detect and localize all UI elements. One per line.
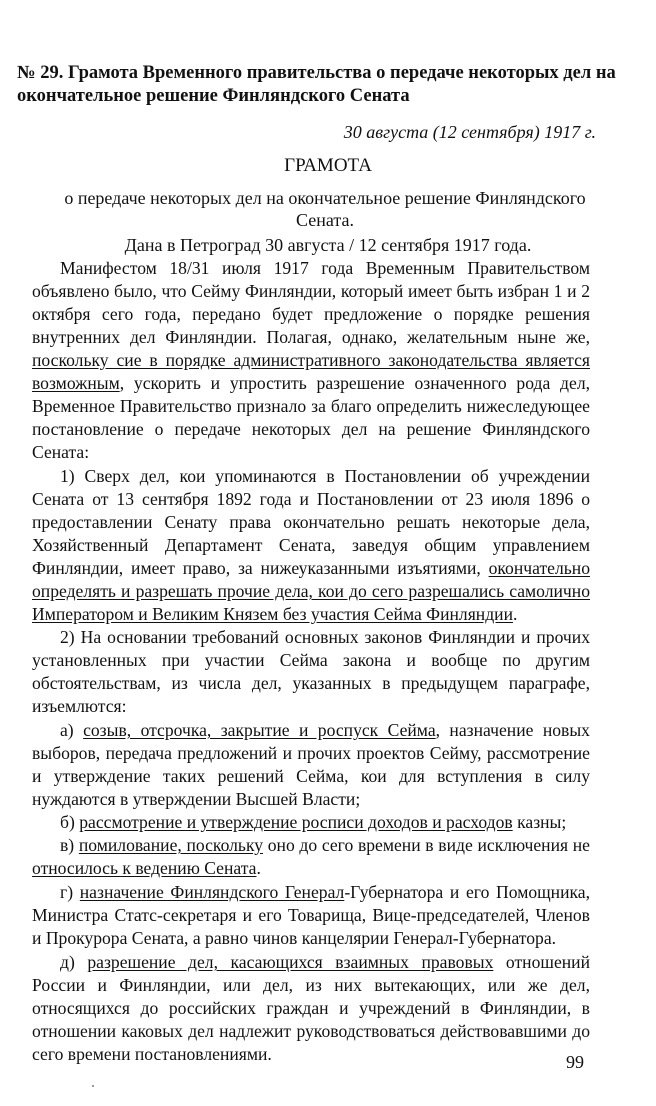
underlined-text: помилование, поскольку	[78, 835, 264, 855]
text-run: д)	[60, 952, 88, 972]
scan-speck	[92, 1085, 94, 1087]
document-heading: № 29. Грамота Временного правительства о передаче некоторых дел на окончательное решение Финляндского Сената	[17, 63, 616, 106]
paragraph-item-b	[32, 811, 590, 834]
text-run: , ускорить и упростить разрешение означенного рода дел, Временное Правительство признало за благо определить нижеследующее постановление о передаче некоторых дел на решение Финляндского Сената:	[32, 373, 590, 462]
paragraph-item-1	[32, 465, 590, 626]
document-date: 30 августа (12 сентября) 1917 г.	[343, 122, 596, 142]
text-run: , назначение новых выборов, передача предложений и прочих проектов Сейму, рассмотрение и утверждение таких решений Сейма, кои для вступления в силу нуждаются в утверждении Высшей Власти;	[32, 720, 590, 809]
text-run: б)	[60, 812, 80, 832]
document-title: ГРАМОТА	[284, 155, 372, 176]
underlined-text: относилось к ведению Сената	[32, 858, 257, 878]
underlined-text: разрешение дел, касающихся взаимных правовых	[87, 952, 494, 972]
text-run: казны;	[512, 812, 567, 832]
text-run: Манифестом 18/31 июля 1917 года Временным Правительством объявлено было, что Сейму Финляндии, который имеет быть избран 1 и 2 октября сего года, передано будет предложение о порядке решения внутренних дел Финляндии. Полагая, однако, желательным ныне же,	[32, 258, 590, 347]
underlined-text: созыв, отсрочка, закрытие и роспуск Сейма	[83, 720, 436, 740]
document-given-line: Дана в Петроград 30 августа / 12 сентября 1917 года.	[124, 235, 532, 255]
paragraph-item-a	[32, 719, 590, 811]
document-body	[32, 257, 590, 1066]
paragraph-item-v	[32, 834, 590, 880]
page-number: 99	[566, 1052, 584, 1072]
document-subtitle: о передаче некоторых дел на окончательное решение Финляндского Сената.	[64, 188, 586, 230]
text-run: 1) Сверх дел, кои упоминаются в Постановлении об учреждении Сената от 13 сентября 1892 года и Постановлении от 23 июля 1896 о предоставлении Сенату права окончательно решать некоторые дела, Хозяйственный Департамент Сената, заведуя общим управлением Финляндии, имеет право, за нижеуказанными изъятиями,	[32, 466, 590, 578]
paragraph-item-2: 2) На основании требований основных законов Финляндии и прочих установленных при участии Сейма закона и вообще по другим обстоятельствам, из числа дел, указанных в предыдущем параграфе, изъемлются:	[32, 627, 590, 716]
paragraph-manifesto	[32, 257, 590, 464]
underlined-text: назначение Финляндского Генерал	[79, 882, 345, 902]
text-run: а)	[60, 720, 84, 740]
text-run: .	[512, 604, 518, 624]
text-run: .	[256, 858, 261, 878]
text-run: г)	[60, 882, 80, 902]
text-run: отношений России и Финляндии, или дел, из них вытекающих, или же дел, относящихся до российских граждан и учреждений в Финляндии, в отношении каковых дел надлежит руководствоваться действовавшими до сего времени постановлениями.	[32, 952, 590, 1064]
underlined-text: рассмотрение и утверждение росписи доходов и расходов	[79, 812, 513, 832]
paragraph-item-g	[32, 881, 590, 950]
underlined-text: поскольку сие в порядке административного законодательства является возможным	[32, 350, 590, 393]
text-run: оно до сего времени в виде исключения не	[263, 835, 590, 855]
text-run: в)	[60, 835, 79, 855]
underlined-text: окончательно определять и разрешать прочие дела, кои до сего разрешались самолично Императором и Великим Князем без участия Сейма Финляндии	[32, 558, 590, 624]
paragraph-item-d	[32, 951, 590, 1066]
text-run: -Губернатора и его Помощника, Министра Статс-секретаря и его Товарища, Вице-председателей, Членов и Прокурора Сената, а равно чинов канцелярии Генерал-Губернатора.	[32, 882, 591, 948]
